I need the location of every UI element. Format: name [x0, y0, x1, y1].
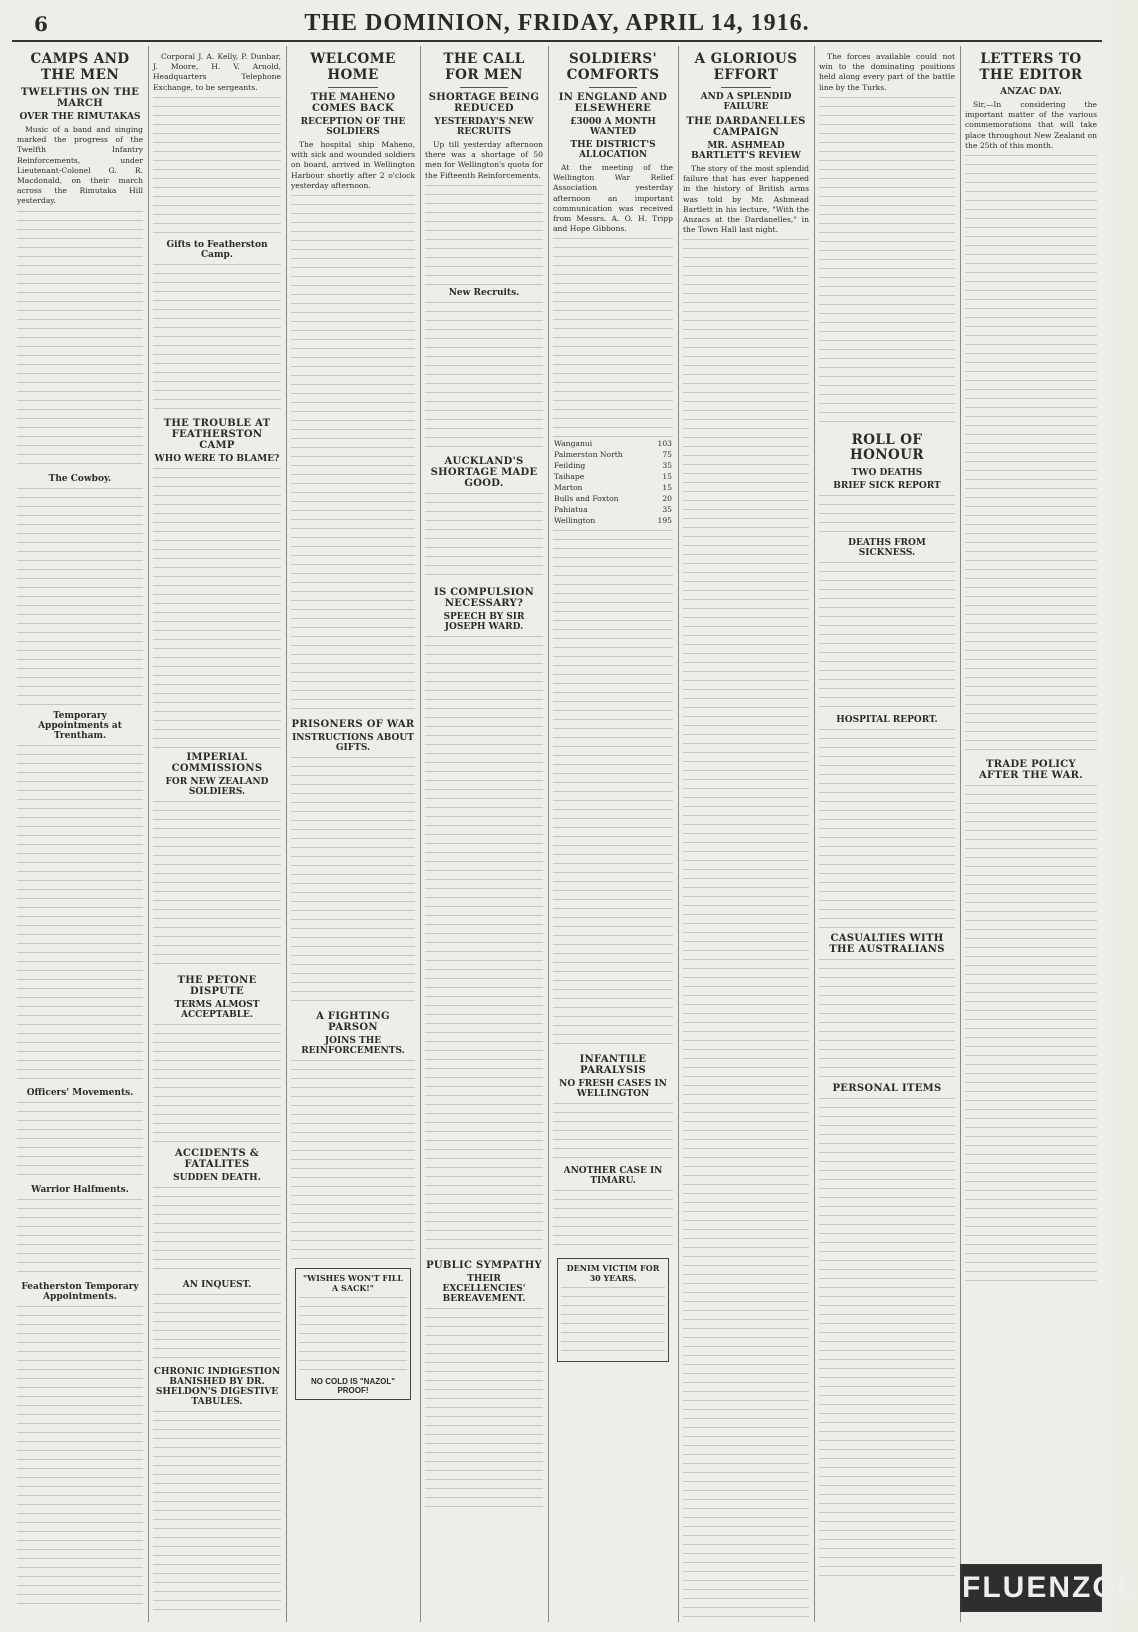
- divider: [721, 87, 771, 88]
- text-block: [965, 785, 1097, 1285]
- article-paragraph: The forces available could not win to the dominating positions held along every part of the battle line by the Turks.: [819, 52, 955, 92]
- text-block: [819, 959, 955, 1079]
- column-1: [12, 46, 149, 1622]
- subhead-featherston: Featherston Temporary Appointments.: [21, 1281, 139, 1302]
- allocation-amount: 15: [662, 472, 672, 482]
- allocation-row: [553, 493, 673, 504]
- text-block: [153, 1294, 281, 1364]
- subhead-hospital: HOSPITAL REPORT.: [836, 714, 938, 725]
- allocation-place: Wellington: [554, 516, 596, 526]
- article-paragraph: The hospital ship Maheno, with sick and wounded soldiers on board, arrived in Wellington Harbour shortly after 2 o'clock yesterday afternoon.: [291, 140, 415, 190]
- ad-footer: NO COLD IS "NAZOL" PROOF!: [310, 1377, 396, 1396]
- headline-welcome: WELCOME HOME: [310, 51, 396, 83]
- column-7: [814, 46, 961, 1622]
- text-block: [291, 195, 415, 715]
- text-block: [425, 302, 543, 452]
- subhead-rimutakas: OVER THE RIMUTAKAS: [19, 112, 141, 123]
- text-block: [17, 1306, 143, 1606]
- subhead-bartlett: MR. ASHMEAD BARTLETT'S REVIEW: [691, 141, 801, 162]
- nazol-advert: [295, 1268, 411, 1400]
- subhead-3000: £3000 A MONTH WANTED: [570, 117, 656, 138]
- column-3: [286, 46, 421, 1622]
- text-block: [153, 1411, 281, 1611]
- headline-trade-policy: TRADE POLICY AFTER THE WAR.: [978, 759, 1084, 782]
- subhead-temporary: Temporary Appointments at Trentham.: [38, 710, 122, 741]
- headline-comforts: SOLDIERS' COMFORTS: [566, 51, 660, 83]
- column-8: [960, 46, 1138, 1622]
- allocation-row: [553, 460, 673, 471]
- text-block: [153, 1187, 281, 1277]
- text-block: [153, 468, 281, 748]
- ad-text: [299, 1297, 407, 1377]
- headline-trouble: THE TROUBLE AT FEATHERSTON CAMP: [163, 417, 271, 451]
- allocation-amount: 103: [657, 439, 672, 449]
- headline-sympathy: PUBLIC SYMPATHY: [426, 1259, 542, 1271]
- ad-headline: "WISHES WON'T FILL A SACK!": [302, 1273, 403, 1294]
- text-block: [153, 1024, 281, 1144]
- subhead-joins: JOINS THE REINFORCEMENTS.: [301, 1036, 405, 1057]
- allocation-amount: 35: [662, 505, 672, 515]
- subhead-allocation: THE DISTRICT'S ALLOCATION: [570, 140, 656, 161]
- subhead-sudden-death: SUDDEN DEATH.: [173, 1172, 261, 1183]
- columns: [12, 46, 1138, 1622]
- divider: [589, 87, 637, 88]
- text-block: [17, 211, 143, 471]
- headline-australians: CASUALTIES WITH THE AUSTRALIANS: [829, 932, 945, 955]
- text-block: [683, 239, 809, 1619]
- allocation-place: Feilding: [554, 461, 586, 471]
- article-paragraph: Up till yesterday afternoon there was a shortage of 50 men for Wellington's quota for the Fifteenth Reinforcements.: [425, 140, 543, 180]
- text-block: [553, 1190, 673, 1250]
- headline-petone: THE PETONE DISPUTE: [177, 974, 257, 997]
- fluenzol-advert: FLUENZOL: [960, 1564, 1102, 1612]
- text-block: [819, 729, 955, 929]
- allocation-row: [553, 449, 673, 460]
- allocation-place: Taihape: [554, 472, 585, 482]
- allocation-row: [553, 504, 673, 515]
- article-paragraph: Corporal J. A. Kelly, P. Dunbar, J. Moore, H. V. Arnold, Headquarters Telephone Exchange, to be sergeants.: [153, 52, 281, 92]
- subhead-nz-soldiers: FOR NEW ZEALAND SOLDIERS.: [165, 776, 269, 797]
- allocation-amount: 75: [662, 450, 672, 460]
- text-block: [291, 757, 415, 1007]
- article-paragraph: Music of a band and singing marked the progress of the Twelfth Infantry Reinforcements, under Lieutenant-Colonel G. R. Macdonald, on their march across the Rimutaka Hill yesterday.: [17, 125, 143, 206]
- text-block: [153, 801, 281, 971]
- text-block: [965, 155, 1097, 755]
- headline-prisoners: PRISONERS OF WAR: [291, 719, 415, 731]
- headline-dardanelles: THE DARDANELLES CAMPAIGN: [686, 116, 806, 139]
- subhead-ward: SPEECH BY SIR JOSEPH WARD.: [443, 611, 525, 632]
- text-block: [553, 238, 673, 438]
- masthead-rule: [12, 40, 1102, 42]
- text-block: [425, 185, 543, 285]
- allocation-row: [553, 438, 673, 449]
- text-block: [819, 97, 955, 427]
- subhead-no-fresh: NO FRESH CASES IN WELLINGTON: [559, 1079, 667, 1100]
- newspaper-title: THE DOMINION, FRIDAY, APRIL 14, 1916.: [304, 10, 810, 36]
- text-block: [819, 1098, 955, 1578]
- subhead-inquest: AN INQUEST.: [182, 1279, 252, 1290]
- headline-roll-honour: ROLL OF HONOUR: [849, 431, 924, 464]
- column-2: [148, 46, 287, 1622]
- column-5: [548, 46, 679, 1622]
- headline-call-men: THE CALL FOR MEN: [443, 51, 525, 83]
- subhead-gifts-instr: INSTRUCTIONS ABOUT GIFTS.: [292, 733, 414, 754]
- subhead-twelfths: TWELFTHS ON THE MARCH: [20, 87, 140, 110]
- text-block: [425, 1308, 543, 1508]
- text-block: [17, 1102, 143, 1182]
- headline-paralysis: INFANTILE PARALYSIS: [579, 1054, 647, 1077]
- column-6: [678, 46, 815, 1622]
- allocation-place: Bulls and Foxton: [554, 494, 619, 504]
- subhead-new-recruits: New Recruits.: [448, 287, 520, 298]
- allocation-place: Pahiatua: [554, 505, 588, 515]
- headline-imperial: IMPERIAL COMMISSIONS: [171, 751, 263, 774]
- subhead-recruits: YESTERDAY'S NEW RECRUITS: [434, 117, 534, 138]
- article-paragraph: The story of the most splendid failure that has ever happened in the history of British arms was told by Mr. Ashmead Bartlett in his lecture, "With the Anzacs at the Dardanelles," in the Town Hall last night.: [683, 164, 809, 235]
- subhead-gifts: Gifts to Featherston Camp.: [166, 239, 268, 260]
- masthead: [10, 8, 1104, 42]
- subhead-sick-report: BRIEF SICK REPORT: [833, 480, 941, 491]
- allocation-place: Palmerston North: [554, 450, 623, 460]
- subhead-anzac: ANZAC DAY.: [1000, 87, 1062, 98]
- subhead-reception: RECEPTION OF THE SOLDIERS: [300, 117, 406, 138]
- text-block: [153, 97, 281, 237]
- article-paragraph: Sir,—In considering the important matter of the various commemorations that will take place throughout New Zealand on the 25th of this month.: [965, 100, 1097, 150]
- subhead-two-deaths: TWO DEATHS: [851, 467, 923, 478]
- allocation-amount: 15: [662, 483, 672, 493]
- denim-advert: [557, 1258, 669, 1362]
- headline-glorious: A GLORIOUS EFFORT: [694, 51, 798, 83]
- headline-camps: CAMPS AND THE MEN: [30, 51, 130, 83]
- subhead-indigestion: CHRONIC INDIGESTION BANISHED BY DR. SHELDON'S DIGESTIVE TABULES.: [153, 1366, 281, 1407]
- subhead-cowboy: The Cowboy.: [48, 473, 112, 484]
- subhead-england: IN ENGLAND AND ELSEWHERE: [558, 92, 668, 115]
- headline-personal: PERSONAL ITEMS: [832, 1082, 942, 1094]
- allocation-place: Wanganui: [554, 439, 593, 449]
- allocation-amount: 195: [657, 516, 672, 526]
- allocation-row: [553, 471, 673, 482]
- text-block: [819, 562, 955, 712]
- ad-headline: DENIM VICTIM FOR 30 YEARS.: [566, 1263, 660, 1284]
- divider: [460, 87, 507, 88]
- subhead-failure: AND A SPLENDID FAILURE: [700, 92, 792, 113]
- text-block: [425, 636, 543, 1256]
- subhead-terms: TERMS ALMOST ACCEPTABLE.: [174, 999, 260, 1020]
- subhead-timaru: ANOTHER CASE IN TIMARU.: [563, 1166, 663, 1187]
- subhead-bereavement: THEIR EXCELLENCIES' BEREAVEMENT.: [442, 1273, 526, 1304]
- text-block: [153, 264, 281, 414]
- headline-compulsion: IS COMPULSION NECESSARY?: [433, 586, 535, 609]
- headline-letters: LETTERS TO THE EDITOR: [979, 51, 1083, 83]
- text-block: [553, 530, 673, 1050]
- text-block: [819, 495, 955, 535]
- ad-text: [561, 1287, 665, 1357]
- text-block: [553, 1103, 673, 1163]
- subhead-maheno: THE MAHENO COMES BACK: [310, 92, 396, 115]
- text-block: [17, 488, 143, 708]
- headline-accidents: ACCIDENTS & FATALITES: [174, 1147, 260, 1170]
- subhead-who-blame: WHO WERE TO BLAME?: [154, 453, 280, 464]
- column-4: [420, 46, 549, 1622]
- page-number: 6: [34, 12, 48, 36]
- headline-parson: A FIGHTING PARSON: [316, 1011, 390, 1034]
- divider: [328, 87, 378, 88]
- text-block: [291, 1060, 415, 1260]
- subhead-deaths-sickness: DEATHS FROM SICKNESS.: [848, 537, 926, 558]
- allocation-row: [553, 515, 673, 526]
- allocation-place: Marton: [554, 483, 583, 493]
- text-block: [17, 745, 143, 1085]
- allocation-amount: 20: [662, 494, 672, 504]
- subhead-officers: Officers' Movements.: [26, 1087, 134, 1098]
- allocation-amount: 35: [662, 461, 672, 471]
- allocation-row: [553, 482, 673, 493]
- subhead-shortage: SHORTAGE BEING REDUCED: [428, 92, 540, 115]
- text-block: [425, 493, 543, 583]
- text-block: [17, 1199, 143, 1279]
- subhead-auckland: AUCKLAND'S SHORTAGE MADE GOOD.: [430, 455, 538, 489]
- allocation-table: [553, 438, 673, 526]
- article-paragraph: At the meeting of the Wellington War Relief Association yesterday afternoon an important communication was received from Messrs. A. O. H. Tripp and Hope Gibbons.: [553, 163, 673, 234]
- subhead-warrior: Warrior Halfments.: [31, 1184, 129, 1195]
